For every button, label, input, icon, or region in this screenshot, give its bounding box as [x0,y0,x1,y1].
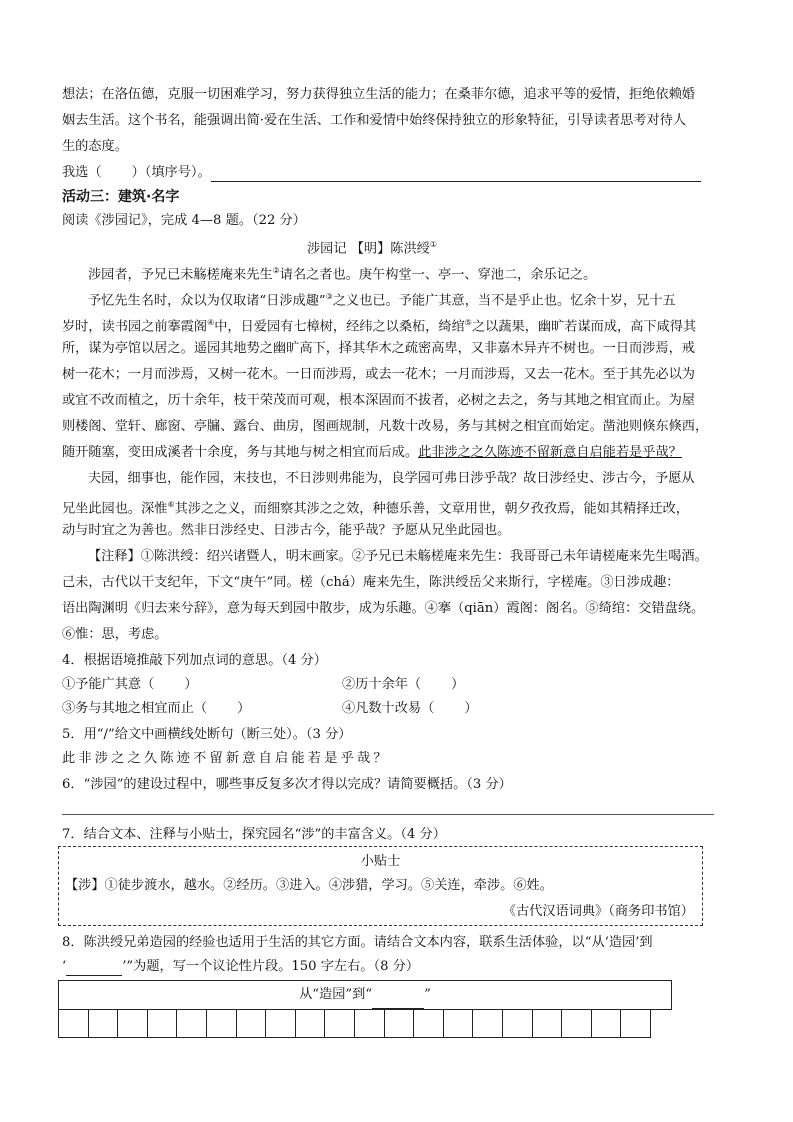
tip-box [58,846,703,926]
q4-c-label: ③务与其地之相宜而止（ [62,701,208,716]
q4-a-close: ） [184,677,198,692]
q6-answer-line[interactable] [62,814,714,815]
q4-d-close: ） [464,701,478,716]
p2-l2-a: 岁时，读书园之前搴霞阁 [62,319,208,335]
text-p2-line-6: 则楼阁、堂轩、廊窗、亭牖、露台、曲房，图画规制，凡数十改易，务与其树之相宜而始定。凿池则倏东倏西， [62,419,709,434]
choose-suffix: ）（填序号）。 [131,165,211,180]
essay-grid-cell[interactable] [325,1009,355,1038]
title-note-mark: ① [429,240,438,249]
q4-d-label: ④凡数十改易（ [342,701,435,716]
essay-title-blank[interactable] [372,994,424,1009]
p2-l2-note2: ⑤ [464,318,472,327]
p3-l2-a: 兄坐此园也。深惟 [62,501,168,517]
essay-grid-cell[interactable] [296,1009,326,1038]
q4-item-c [62,700,250,718]
q4-item-a [62,676,198,694]
p1-a: 涉园者，予兄已未觞槎庵来先生 [88,267,273,283]
choose-answer-line[interactable] [211,167,701,182]
p2-l1-note: ③ [325,292,333,301]
essay-grid-cell[interactable] [177,1009,207,1038]
p3-l2-b: 其涉之之义，而细察其涉之之效，种德乐善，文章用世，朝夕孜孜焉，能如其精择迁改， [174,501,689,517]
p1-b: 请名之者也。庚午构堂一、亭一、穿池二，余乐记之。 [279,267,597,283]
essay-grid-row[interactable] [58,1009,651,1038]
tip-body: 【涉】①徒步渡水，越水。②经历。③进入。④涉猎，学习。⑤关连，牵涉。⑥姓。 [65,878,553,893]
p2-l2-c: 之以蔬果，幽旷若谋而成，高下咸得其 [471,319,697,335]
activity3-instruction: 阅读《涉园记》，完成 4—8 题。（22 分） [62,213,306,228]
essay-grid-cell[interactable] [592,1009,622,1038]
q8-stem-2 [62,958,419,976]
essay-grid-cell[interactable] [562,1009,592,1038]
q6-stem: 6．“涉园”的建设过程中，哪些事反复多次才得以完成？请简要概括。（3 分） [62,777,512,792]
text-p2-line-4: 树一花木；一月而涉焉，又树一花木。一日而涉焉，或去一花木；一月而涉焉，又去一花木。至于其先必以为 [62,367,695,382]
essay-grid-cell[interactable] [621,1009,651,1038]
essay-grid-cell[interactable] [207,1009,237,1038]
q4-item-b [342,676,464,694]
essay-grid-cell[interactable] [148,1009,178,1038]
p1-note: ② [272,266,280,275]
notes-line-2: 己未，古代以干支纪年，下文“庚午”同。槎（chá）庵来先生，陈洪绶岳父来斯行，字槎庵。③日涉成趣： [62,575,680,590]
text-p1 [62,262,596,284]
text-p2-line-2 [62,314,696,336]
essay-grid-cell[interactable] [533,1009,563,1038]
q4-b-close: ） [451,677,465,692]
q5-stem: 5．用“/”给文中画横线处断句（断三处）。（3 分） [62,727,352,742]
q5-sentence: 此非涉之之久陈迹不留新意自启能若是乎哉？ [62,751,390,766]
q4-stem: 4．根据语境推敲下列加点词的意思。（4 分） [62,653,327,668]
q4-a-label: ①予能广其意（ [62,677,155,692]
tip-title: 小贴士 [360,854,401,869]
essay-title-a: 从“造园”到“ [299,987,373,1002]
essay-grid-cell[interactable] [473,1009,503,1038]
q7-stem: 7．结合文本、注释与小贴士，探究园名“涉”的丰富含义。（4 分） [62,827,446,842]
essay-title-b: ” [424,987,431,1002]
text-p2-line-1 [62,288,676,310]
q4-b-label: ②历十余年（ [342,677,422,692]
intro-line-2: 姻去生活。这个书名，能强调出简·爱在生活、工作和爱情中始终保持独立的形象特征，引导读者思考对待人 [62,113,687,128]
text-p3-line-2 [62,496,689,518]
essay-grid-cell[interactable] [59,1009,89,1038]
text-p3-line-1: 夫园，细事也，能作园，末技也，不日涉则弗能为，良学园可弗日涉乎哉？故日涉经史、涉古今，予愿从 [88,471,695,486]
essay-grid-cell[interactable] [89,1009,119,1038]
essay-grid-cell[interactable] [237,1009,267,1038]
tip-source: 《古代汉语词典》（商务印书馆） [502,904,694,919]
p2-l2-note: ④ [207,318,215,327]
q4-c-close: ） [237,701,251,716]
q8-stem2-rest: ’”为题，写一个议论性片段。150 字左右。（8 分） [122,959,420,974]
essay-grid-cell[interactable] [355,1009,385,1038]
p2-l7-a: 随开随塞，变田成溪者十余度，务与其地与树之相宜而后成。 [62,445,419,460]
q8-open-quote: ‘ [62,959,67,974]
p2-l7-underlined: 此非涉之之久陈迹不留新意自启能若是乎哉？ [418,445,682,460]
choose-prefix: 我选（ [62,165,102,180]
text-p3-line-3: 动与时宜之为善也。然非日涉经史、日涉古今，能乎哉？予愿从兄坐此园也。 [62,523,511,538]
notes-line-1: 【注释】①陈洪绶：绍兴诸暨人，明末画家。②予兄已未觞槎庵来先生：我哥哥己未年请槎庵来先生喝酒。 [88,549,708,564]
intro-line-1: 想法；在洛伍德，克服一切困难学习，努力获得独立生活的能力；在桑菲尔德，追求平等的爱情，拒绝依赖婚 [62,87,695,102]
essay-grid-cell[interactable] [118,1009,148,1038]
essay-title-row [58,980,672,1010]
q8-title-blank[interactable] [66,961,122,976]
activity3-heading: 活动三：建筑·名字 [62,189,180,205]
q4-item-d [342,700,478,718]
text-p2-line-3: 所，谋为亭馆以居之。遥园其地势之幽旷高下，择其华木之疏密高卑，又非嘉木异卉不树也。一日而涉焉，戒 [62,341,695,356]
notes-line-3: 语出陶渊明《归去来兮辞》，意为每天到园中散步，成为乐趣。④搴（qiān）霞阁：阁名。⑤绮绾：交错盘绕。 [62,601,705,616]
essay-grid-cell[interactable] [385,1009,415,1038]
essay-grid-cell[interactable] [414,1009,444,1038]
p2-l1-b: 之义也已。予能广其意，当不是乎止也。忆余十岁，兄十五 [332,293,676,309]
notes-line-4: ⑥惟：思，考虑。 [62,627,168,642]
intro-line-3: 生的态度。 [62,139,128,154]
text-title-label: 涉园记 【明】陈洪绶 [306,241,430,257]
essay-grid-cell[interactable] [266,1009,296,1038]
q8-stem-1: 8．陈洪绶兄弟造园的经验也适用于生活的其它方面。请结合文本内容，联系生活体验，以“从‘造园’到 [62,935,653,950]
p3-l2-note: ⑥ [167,500,175,509]
text-p2-line-5: 或宜不改而植之，历十余年，枝干荣茂而可观，根本深固而不拔者，必树之去之，务与其地之相宜而止。为屋 [62,393,695,408]
choose-line [62,164,701,182]
essay-grid-cell[interactable] [444,1009,474,1038]
text-title [62,236,682,258]
p2-l2-b: 中，日爱园有七樟树，经纬之以桑柘，绮绾 [214,319,465,335]
p2-l1-a: 予忆先生名时，众以为仅取诸“日涉成趣” [88,293,326,309]
text-p2-line-7 [62,444,682,462]
essay-grid-cell[interactable] [503,1009,533,1038]
